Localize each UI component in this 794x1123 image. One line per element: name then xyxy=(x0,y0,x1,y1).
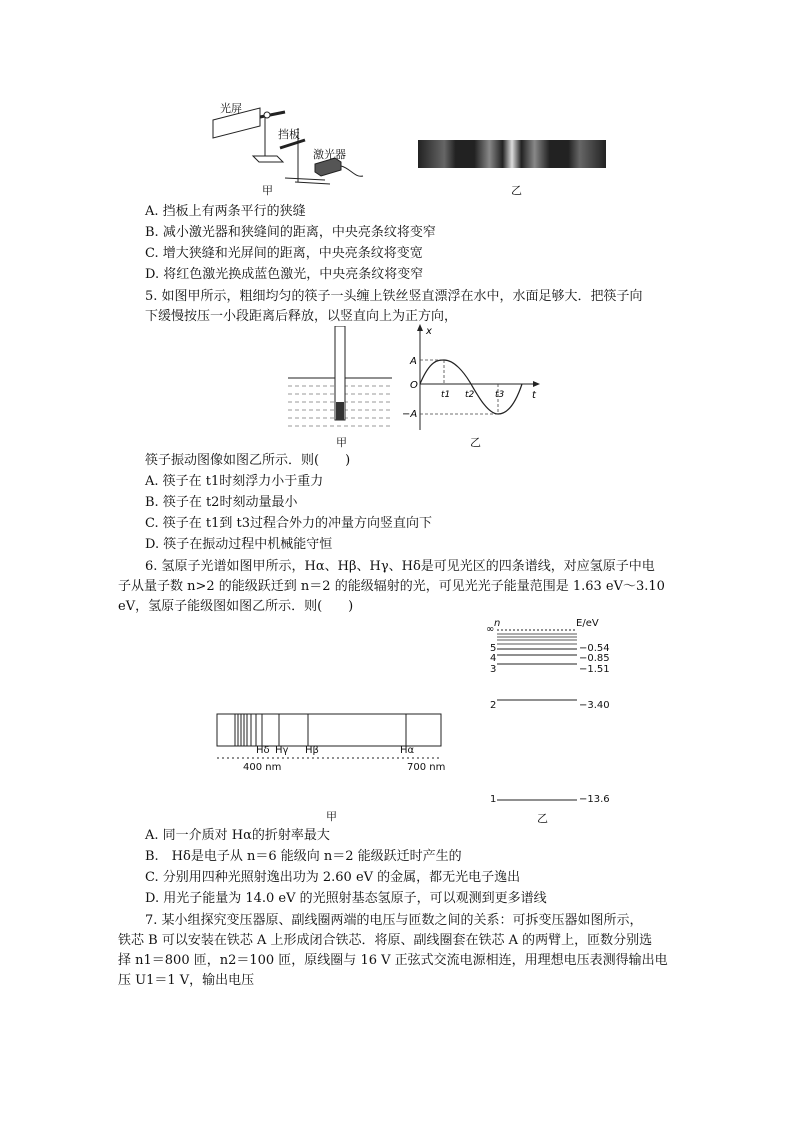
label-screen: 光屏 xyxy=(220,102,242,115)
level-n3: 3 xyxy=(490,664,497,675)
axis-x-label: x xyxy=(426,326,432,337)
q5-option-a: A. 筷子在 t1时刻浮力小于重力 xyxy=(145,474,324,489)
q5-caption-jia: 甲 xyxy=(336,436,347,449)
q6-caption-jia: 甲 xyxy=(326,810,337,823)
level-n2: 2 xyxy=(490,700,497,711)
axis-t-label: t xyxy=(532,390,536,401)
q6-option-c: C. 分别用四种光照射逸出功为 2.60 eV 的金属，都无光电子逸出 xyxy=(145,870,521,885)
level-n4: 4 xyxy=(490,653,497,664)
label-700nm: 700 nm xyxy=(407,762,446,773)
q4-caption-jia: 甲 xyxy=(262,184,273,197)
q6-stem-line3: eV，氢原子能级图如图乙所示．则( ) xyxy=(118,599,354,614)
q7-line2: 铁芯 B 可以安装在铁芯 A 上形成闭合铁芯．将原、副线圈套在铁芯 A 的两臂上，匝数分别选 xyxy=(118,933,653,948)
level-n1: 1 xyxy=(490,794,497,805)
t2-label: t2 xyxy=(465,390,475,400)
q5-figure-jia xyxy=(288,326,392,432)
q6-stem-line2: 子从量子数 n>2 的能级跃迁到 n＝2 的能级辐射的光，可见光光子能量范围是 1.63 eV～3.10 xyxy=(118,579,665,594)
q4-caption-yi: 乙 xyxy=(511,184,522,197)
amp-pos-label: A xyxy=(410,356,417,367)
q5-caption-yi: 乙 xyxy=(470,436,481,449)
t1-label: t1 xyxy=(441,390,451,400)
q7-line1: 7. 某小组探究变压器原、副线圈两端的电压与匝数之间的关系：可拆变压器如图所示， xyxy=(145,913,643,928)
label-E-eV: E/eV xyxy=(576,618,599,629)
q5-option-d: D. 筷子在振动过程中机械能守恒 xyxy=(145,537,333,552)
q7-line4: 压 U1＝1 V，输出电压 xyxy=(118,973,255,988)
level-n5: 5 xyxy=(490,643,497,654)
label-h-delta: Hδ xyxy=(256,745,270,756)
label-plate: 挡板 xyxy=(278,128,300,141)
q6-stem-line1: 6. 氢原子光谱如图甲所示，Hα、Hβ、Hγ、Hδ是可见光区的四条谱线，对应氢原子中电 xyxy=(145,559,655,574)
q7-line3: 择 n1＝800 匝，n2＝100 匝，原线圈与 16 V 正弦式交流电源相连，用理想电压表测得输出电 xyxy=(118,953,668,968)
label-h-gamma: Hγ xyxy=(275,745,289,756)
energy-n2: −3.40 xyxy=(579,700,610,711)
label-laser: 激光器 xyxy=(313,148,346,161)
energy-n1: −13.6 xyxy=(579,794,610,805)
energy-n5: −0.54 xyxy=(579,643,610,654)
label-n: n xyxy=(494,618,501,629)
origin-label: O xyxy=(410,380,418,391)
q5-option-c: C. 筷子在 t1到 t3过程合外力的冲量方向竖直向下 xyxy=(145,516,433,531)
q4-figure-yi-fringes xyxy=(418,140,606,168)
energy-n4: −0.85 xyxy=(579,653,610,664)
q6-caption-yi: 乙 xyxy=(537,812,548,825)
energy-n3: −1.51 xyxy=(579,664,610,675)
label-400nm: 400 nm xyxy=(243,762,282,773)
q6-option-b: B. Hδ是电子从 n＝6 能级向 n＝2 能级跃迁时产生的 xyxy=(145,849,462,864)
q5-option-b: B. 筷子在 t2时刻动量最小 xyxy=(145,495,298,510)
q4-option-b: B. 减小激光器和狭缝间的距离，中央亮条纹将变窄 xyxy=(145,225,436,240)
q4-option-c: C. 增大狭缝和光屏间的距离，中央亮条纹将变宽 xyxy=(145,246,423,261)
q4-option-d: D. 将红色激光换成蓝色激光，中央亮条纹将变窄 xyxy=(145,267,424,282)
amp-neg-label: −A xyxy=(402,409,418,420)
label-h-alpha: Hα xyxy=(400,745,415,756)
t3-label: t3 xyxy=(495,390,505,400)
q6-option-a: A. 同一介质对 Hα的折射率最大 xyxy=(145,828,330,843)
q5-figure-yi-graph xyxy=(398,322,543,434)
q5-stem-line2: 下缓慢按压一小段距离后释放，以竖直向上为正方向， xyxy=(145,309,458,324)
sine-curve xyxy=(420,360,522,414)
label-h-beta: Hβ xyxy=(305,745,319,756)
q6-option-d: D. 用光子能量为 14.0 eV 的光照射基态氢原子，可以观测到更多谱线 xyxy=(145,891,547,906)
q4-option-a: A. 挡板上有两条平行的狭缝 xyxy=(145,204,306,219)
label-infinity: ∞ xyxy=(486,624,495,635)
q5-stem-line1: 5. 如图甲所示，粗细均匀的筷子一头缠上铁丝竖直漂浮在水中，水面足够大．把筷子向 xyxy=(145,289,643,304)
q5-stem-line3: 筷子振动图像如图乙所示．则( ) xyxy=(145,453,351,468)
